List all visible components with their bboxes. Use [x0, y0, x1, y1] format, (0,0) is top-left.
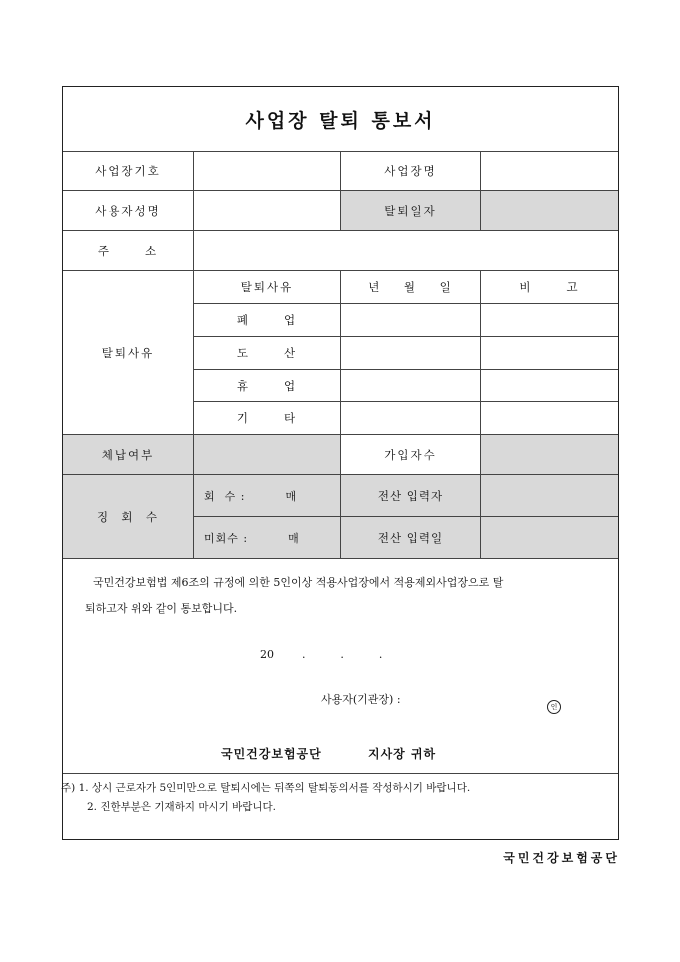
subscribers-field [481, 435, 618, 475]
addressee-branch: 지사장 귀하 [368, 747, 437, 761]
label-subscribers: 가입자수 [341, 435, 481, 475]
withdrawal-date-field [481, 191, 618, 231]
uncollected-row [194, 517, 341, 559]
arrears-field [194, 435, 341, 475]
entry-person-field [481, 475, 618, 517]
reason-header: 탈퇴사유 [194, 271, 341, 304]
collected-label: 회 수 : [204, 489, 246, 503]
notes-divider [63, 773, 618, 774]
suspension-remarks-field[interactable] [481, 370, 618, 402]
date-header: 년 월 일 [341, 271, 481, 304]
label-business-name: 사업장명 [341, 151, 481, 191]
employer-name-field[interactable] [194, 191, 341, 231]
label-collection-count: 징 회 수 [63, 475, 194, 559]
employer-signature-line: 사용자(기관장) : [321, 693, 401, 706]
label-address: 주 소 [63, 231, 194, 271]
address-field[interactable] [194, 231, 618, 271]
label-arrears: 체납여부 [63, 435, 194, 475]
label-entry-person: 전산 입력자 [341, 475, 481, 517]
label-entry-date: 전산 입력일 [341, 517, 481, 559]
note-1: 주) 1. 상시 근로자가 5인미만으로 탈퇴시에는 뒤쪽의 탈퇴동의서를 작성하시기 바랍니다. [61, 782, 471, 794]
form-title: 사업장 탈퇴 통보서 [63, 87, 618, 152]
collected-row [194, 475, 341, 517]
issuer-footer: 국민건강보험공단 [503, 851, 620, 865]
bankruptcy-date-field[interactable] [341, 337, 481, 370]
reason-closure: 폐 업 [194, 304, 341, 337]
label-withdrawal-reason: 탈퇴사유 [63, 271, 194, 435]
notes [63, 779, 618, 817]
reason-bankruptcy: 도 산 [194, 337, 341, 370]
entry-date-field [481, 517, 618, 559]
label-business-code: 사업장기호 [63, 151, 194, 191]
business-name-field[interactable] [481, 151, 618, 191]
body-text-line-1: 국민건강보험법 제6조의 규정에 의한 5인이상 적용사업장에서 적용제외사업장으로 탈 [93, 576, 504, 589]
collected-unit: 매 [285, 489, 298, 503]
remarks-header: 비 고 [481, 271, 618, 304]
other-date-field[interactable] [341, 402, 481, 435]
suspension-date-field[interactable] [341, 370, 481, 402]
uncollected-unit: 매 [288, 531, 300, 545]
closure-date-field[interactable] [341, 304, 481, 337]
bankruptcy-remarks-field[interactable] [481, 337, 618, 370]
other-remarks-field[interactable] [481, 402, 618, 435]
uncollected-label: 미회수 : [204, 531, 249, 545]
reason-other: 기 타 [194, 402, 341, 435]
label-withdrawal-date: 탈퇴일자 [341, 191, 481, 231]
withdrawal-notice-form [62, 86, 619, 840]
addressee-org: 국민건강보험공단 [221, 747, 322, 761]
reason-suspension: 휴 업 [194, 370, 341, 402]
note-2: 2. 진한부분은 기재하지 마시기 바랍니다. [87, 801, 276, 813]
closure-remarks-field[interactable] [481, 304, 618, 337]
body-text-line-2: 퇴하고자 위와 같이 통보합니다. [85, 602, 238, 615]
business-code-field[interactable] [194, 151, 341, 191]
label-employer-name: 사용자성명 [63, 191, 194, 231]
seal-mark [547, 694, 561, 714]
seal-char: 인 [547, 700, 561, 714]
date-line: 20 . . . [260, 648, 383, 661]
